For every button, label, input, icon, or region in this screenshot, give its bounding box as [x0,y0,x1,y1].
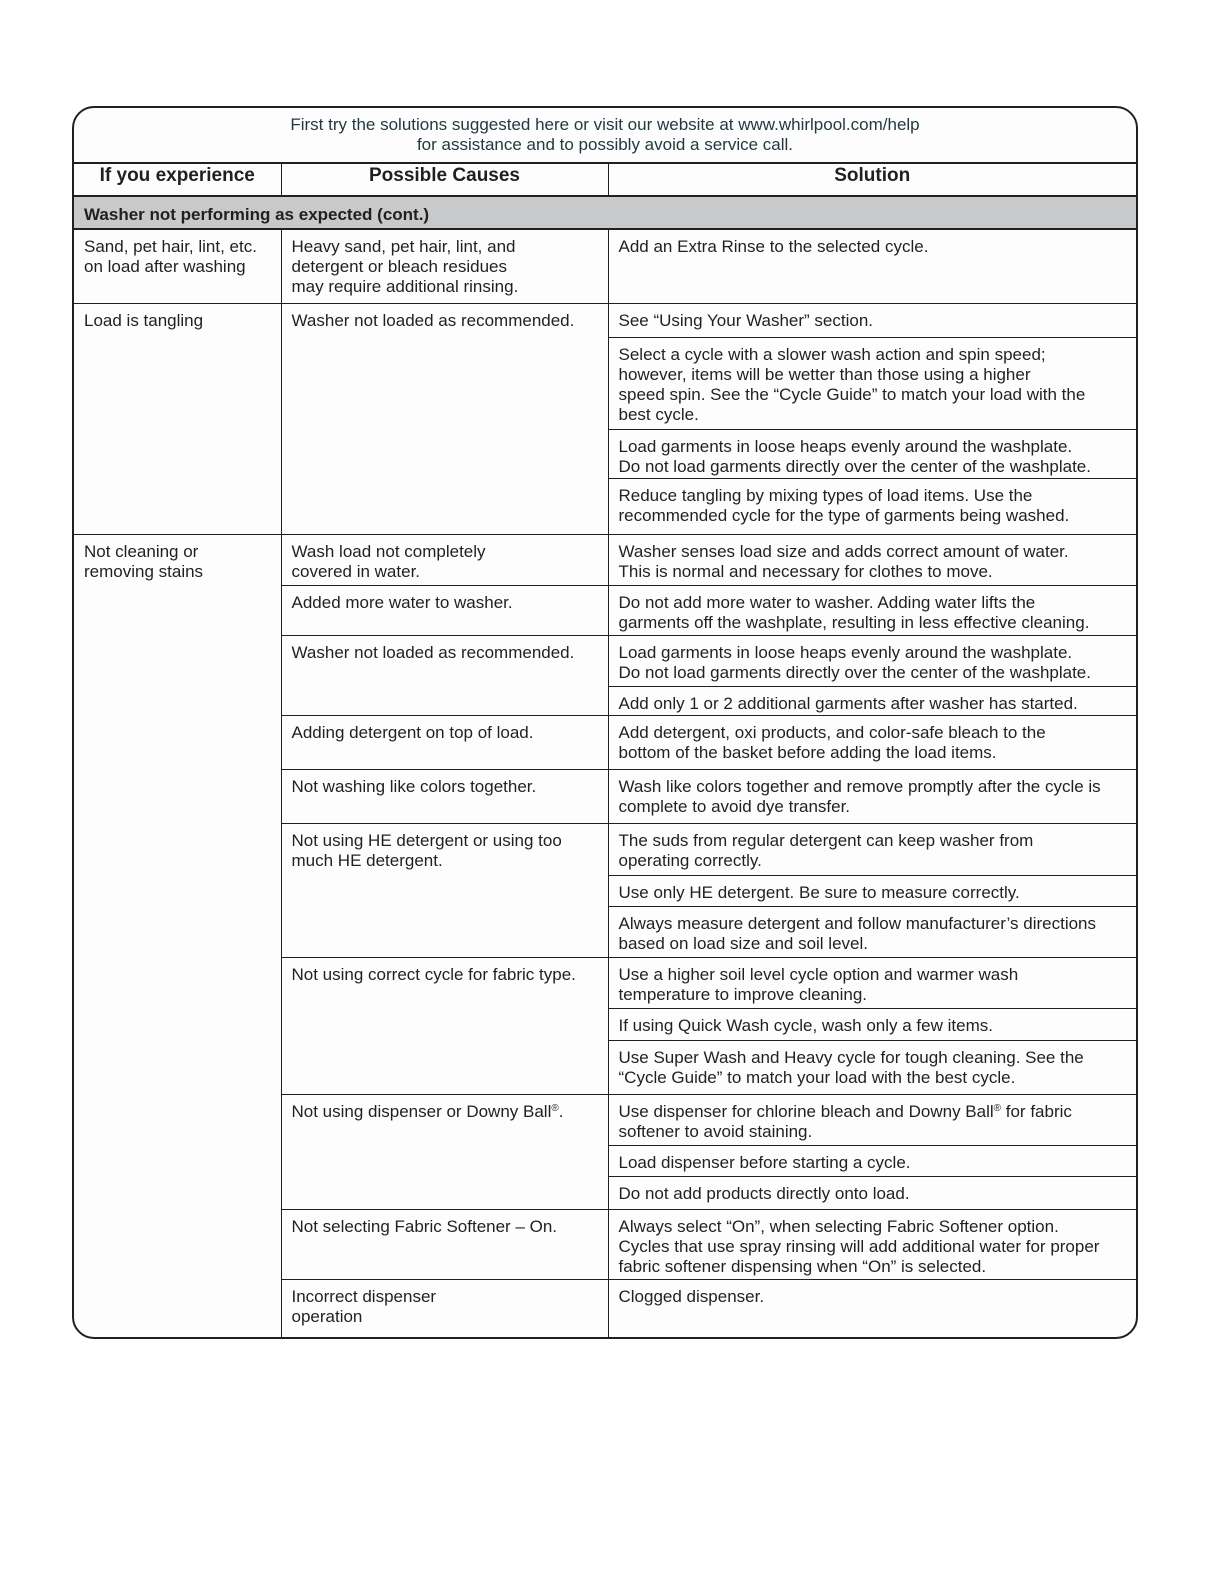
cell-line: Cycles that use spray rinsing will add additional water for proper [618,1236,1100,1256]
cause-cell [281,715,608,769]
solution-cell [608,1040,1136,1094]
cell-line: Use Super Wash and Heavy cycle for tough cleaning. See the [618,1047,1084,1067]
solution-cell [608,1176,1136,1209]
solution-cell [608,303,1136,337]
solution-cell [608,875,1136,906]
cell-line: Clogged dispenser. [618,1286,765,1306]
cell-line: Not using HE detergent or using too [291,830,562,850]
solution-cell [608,478,1136,534]
cell-line: Add only 1 or 2 additional garments after washer has started. [618,693,1078,713]
cell-line: Washer not loaded as recommended. [291,310,575,330]
cell-line: Wash load not completely [291,541,486,561]
cell-line: however, items will be wetter than those using a higher [618,364,1031,384]
cell-line: Not cleaning or [84,541,199,561]
cause-cell [281,1094,608,1209]
cell-line: Added more water to washer. [291,592,513,612]
cell-line: See “Using Your Washer” section. [618,310,873,330]
symptom-cell [74,534,281,1339]
intro-note [74,108,1136,164]
solution-text-line2: softener to avoid staining. [618,1121,813,1141]
cell-line: Add an Extra Rinse to the selected cycle. [618,237,929,256]
solution-cell [608,1008,1136,1040]
cell-line: best cycle. [618,404,699,424]
column-header-causes: Possible Causes [281,164,608,196]
cell-line: Load garments in loose heaps evenly around the washplate. [618,436,1073,456]
cell-line: Not using correct cycle for fabric type. [291,964,576,984]
cause-cell [281,229,608,303]
solution-cell [608,429,1136,478]
cause-cell [281,823,608,957]
cell-line: removing stains [84,561,204,581]
cell-line: Select a cycle with a slower wash action and spin speed; [618,344,1046,364]
symptom-cell [74,303,281,534]
cell-line: Adding detergent on top of load. [291,722,534,742]
solution-cell [608,1094,1136,1145]
solution-text-end: for fabric [1001,1101,1072,1121]
solution-cell [608,686,1136,715]
cell-line: “Cycle Guide” to match your load with the best cycle. [618,1067,1016,1087]
registered-mark: ® [551,1102,559,1114]
solution-cell [608,585,1136,635]
cell-line: If using Quick Wash cycle, wash only a few items. [618,1015,993,1035]
cell-line: Not selecting Fabric Softener – On. [291,1216,558,1236]
cell-line: complete to avoid dye transfer. [618,796,851,816]
cell-line: garments off the washplate, resulting in less effective cleaning. [618,612,1090,632]
cause-cell [281,303,608,534]
cell-line: operation [291,1306,363,1326]
cause-cell [281,769,608,823]
cell-line: Do not load garments directly over the center of the washplate. [618,456,1091,476]
intro-line-2: for assistance and to possibly avoid a service call. [416,135,794,154]
cell-line: Use a higher soil level cycle option and warmer wash [618,964,1019,984]
column-header-experience: If you experience [74,164,281,196]
cell-line: recommended cycle for the type of garments being washed. [618,505,1070,525]
solution-cell [608,1209,1136,1279]
table-row [74,534,1136,585]
symptom-cell [281,1279,608,1339]
cell-line: Sand, pet hair, lint, etc. [84,237,257,256]
header-row [74,164,1136,196]
column-header-solution: Solution [608,164,1136,196]
solution-cell [608,715,1136,769]
cell-line: Incorrect dispenser [291,1286,437,1306]
section-row [74,196,1136,229]
cell-line: Load is tangling [84,310,204,330]
cell-line: This is normal and necessary for clothes to move. [618,561,993,581]
section-title: Washer not performing as expected (cont.) [74,196,1136,229]
cell-line: bottom of the basket before adding the load items. [618,742,997,762]
intro-line-1: First try the solutions suggested here or visit our website at www.whirlpool.com/help [290,115,920,134]
solution-cell [608,229,1136,303]
cell-line: based on load size and soil level. [618,933,868,953]
cell-line: Load dispenser before starting a cycle. [618,1152,911,1172]
solution-cell [608,1145,1136,1176]
cell-line: Add detergent, oxi products, and color-safe bleach to the [618,722,1046,742]
table-row [74,229,1136,303]
cell-line: Not washing like colors together. [291,776,537,796]
troubleshooting-table [74,164,1136,1339]
cell-line: The suds from regular detergent can keep washer from [618,830,1034,850]
cell-line: Do not add more water to washer. Adding water lifts the [618,592,1036,612]
cell-line: Always measure detergent and follow manufacturer’s directions [618,913,1097,933]
cell-line: fabric softener dispensing when “On” is selected. [618,1256,987,1276]
cell-line: Use only HE detergent. Be sure to measure correctly. [618,882,1020,902]
cell-line: covered in water. [291,561,421,581]
cell-line: Load garments in loose heaps evenly around the washplate. [618,642,1073,662]
cause-text: Not using dispenser or Downy Ball [291,1101,552,1121]
cell-line: Reduce tangling by mixing types of load items. Use the [618,485,1033,505]
cause-cell [281,957,608,1094]
cause-cell [281,635,608,715]
registered-mark: ® [993,1102,1002,1114]
cell-line: operating correctly. [618,850,762,870]
solution-cell [608,337,1136,429]
solution-cell [608,823,1136,875]
cause-cell [281,585,608,635]
cell-line: on load after washing [84,257,246,276]
solution-cell [608,635,1136,686]
cause-text-end: . [558,1101,564,1121]
solution-cell [608,534,1136,585]
cause-cell [281,1209,608,1279]
cell-line: detergent or bleach residues [291,257,507,276]
cell-line: temperature to improve cleaning. [618,984,868,1004]
symptom-cell [74,229,281,303]
cell-line: speed spin. See the “Cycle Guide” to match your load with the [618,384,1086,404]
troubleshooting-frame [72,106,1138,1339]
cell-line: much HE detergent. [291,850,443,870]
cell-line: Do not load garments directly over the center of the washplate. [618,662,1091,682]
cell-line: may require additional rinsing. [291,277,519,296]
cell-line: Always select “On”, when selecting Fabric Softener option. [618,1216,1059,1236]
cell-line: Washer not loaded as recommended. [291,642,575,662]
solution-text: Use dispenser for chlorine bleach and Downy Ball [618,1101,994,1121]
solution-cell [608,769,1136,823]
cause-cell [608,1279,1136,1339]
cell-line: Wash like colors together and remove promptly after the cycle is [618,776,1101,796]
cause-cell [281,534,608,585]
solution-cell [608,906,1136,957]
cell-line: Do not add products directly onto load. [618,1183,910,1203]
solution-cell [608,957,1136,1008]
cell-line: Heavy sand, pet hair, lint, and [291,237,516,256]
cell-line: Washer senses load size and adds correct amount of water. [618,541,1069,561]
table-row [74,303,1136,337]
